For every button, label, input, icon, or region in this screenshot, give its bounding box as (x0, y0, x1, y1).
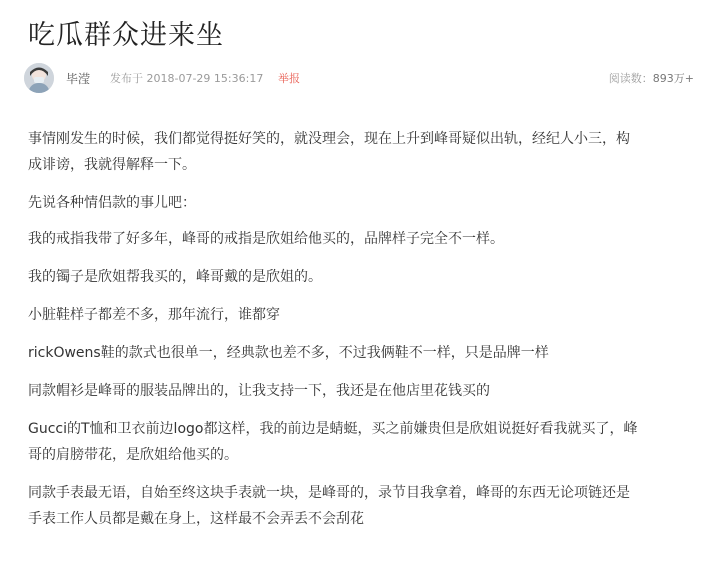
avatar-image (24, 63, 54, 93)
publish-time: 发布于 2018-07-29 15:36:17 (110, 72, 264, 85)
paragraph: 同款帽衫是峰哥的服装品牌出的，让我支持一下，我还是在他店里花钱买的 (28, 383, 490, 399)
paragraph: 我的镯子是欣姐帮我买的，峰哥戴的是欣姐的。 (28, 269, 322, 285)
article-body (28, 126, 690, 544)
avatar[interactable] (24, 63, 54, 93)
read-count (609, 71, 694, 87)
paragraph: Gucci的T恤和卫衣前边logo都这样，我的前边是蜻蜓，买之前嫌贵但是欣姐说挺好看我就买了，峰 哥的肩膀带花，是欣姐给他买的。 (28, 421, 638, 463)
paragraph: 先说各种情侣款的事儿吧： (28, 195, 196, 211)
article-title: 吃瓜群众进来坐 (28, 20, 224, 51)
read-count-value: 893万+ (652, 72, 694, 85)
paragraph: 我的戒指我带了好多年，峰哥的戒指是欣姐给他买的，品牌样子完全不一样。 (28, 231, 504, 247)
paragraph: 事情刚发生的时候，我们都觉得挺好笑的，就没理会，现在上升到峰哥疑似出轨，经纪人小三，构 成诽谤，我就得解释一下。 (28, 131, 630, 173)
article-meta (24, 63, 694, 95)
author-name[interactable]: 毕滢 (66, 72, 91, 86)
paragraph: 小脏鞋样子都差不多，那年流行，谁都穿 (28, 307, 280, 323)
read-count-label: 阅读数： (608, 72, 653, 85)
report-link[interactable]: 举报 (278, 72, 300, 85)
paragraph: rickOwens鞋的款式也很单一，经典款也差不多，不过我俩鞋不一样，只是品牌一样 (28, 345, 549, 361)
paragraph: 同款手表最无语，自始至终这块手表就一块，是峰哥的，录节目我拿着，峰哥的东西无论项链还是 手表工作人员都是戴在身上，这样最不会弄丢不会刮花 (28, 485, 630, 527)
